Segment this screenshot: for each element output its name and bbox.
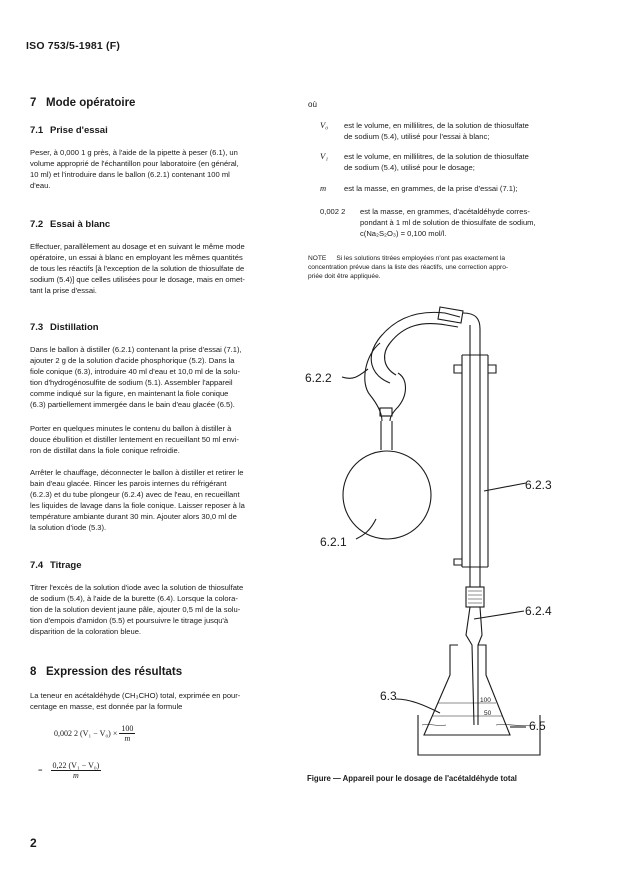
conical-flask <box>424 645 510 735</box>
definition-m: m est la masse, en grammes, de la prise d'essai (7.1); <box>320 183 518 193</box>
section-7-1-text: Peser, à 0,000 1 g près, à l'aide de la pipette à peser (6.1), un volume approprié de l'échantillon pour laboratoire (en général, 10 ml) et l'introduire dans le ballon (6.2.1) contenant 100 ml d'eau. <box>30 148 239 191</box>
leader-63 <box>396 699 440 713</box>
figure-caption: Figure — Appareil pour le dosage de l'acétaldéhyde total <box>307 774 517 783</box>
formula-fraction-2: $\frac{\text{0,22 (V₁ − V₀)}}{m}$ <box>52 761 100 780</box>
leader-623 <box>484 483 526 491</box>
definition-v1: V₁ est le volume, en millilitres, de la solution de thiosulfate de sodium (5.4), utilisé pour le dosage; <box>320 151 529 172</box>
leader-622 <box>342 369 368 378</box>
delivery-tube-inner <box>385 324 458 375</box>
section-7-1-heading: 7.1 Prise d'essai <box>30 125 108 136</box>
where-word: où <box>308 100 317 109</box>
delivery-tube-outer <box>371 312 460 383</box>
variable-definitions <box>320 120 590 270</box>
document-id: ISO 753/5-1981 (F) <box>26 40 121 52</box>
label-6-2-3: 6.2.3 <box>525 478 552 492</box>
splash-head-left <box>365 343 382 421</box>
formula-fraction-1: $\frac{100}{m}$ <box>121 724 134 743</box>
section-7-4-text: Titrer l'excès de la solution d'iode avec la solution de thiosulfate de sodium (5.4), à l'aide de la burette (6.4). Lorsque la colora- tion de la solution devient jaune pâle, ajouter 0,5 ml de la solu- tion d'empois d'amidon (5.5) et poursuivre le titrage jusqu'à disparition de la coloration bleue. <box>30 583 244 637</box>
section-8-text: La teneur en acétaldéhyde (CH₃CHO) total, exprimée en pour- centage en masse, est donnée par la formule <box>30 691 241 712</box>
leader-624 <box>474 611 524 619</box>
flask-mark-50: 50 <box>484 710 492 717</box>
section-7-3-paragraph-3: Arrêter le chauffage, déconnecter le ballon à distiller et retirer le bain d'eau glacée. Rincer les parois internes du réfrigérant (6.2.3) et du tube plongeur (6.2.4) avec de l'eau, en recueillant les liquides de lavage dans la fiole conique. Laisser reposer à la température ambiante durant 30 min. Ajouter alors 30,0 ml de la solution d'iode (5.3). <box>30 468 245 533</box>
flask-mark-100: 100 <box>480 697 491 704</box>
section-7-2-heading: 7.2 Essai à blanc <box>30 219 111 230</box>
page-number: 2 <box>30 836 37 850</box>
section-7-heading: 7 Mode opératoire <box>30 97 136 109</box>
label-6-3: 6.3 <box>380 689 397 703</box>
definition-constant: 0,002 2 est la masse, en grammes, d'acétaldéhyde corres- pondant à 1 ml de solution de thiosulfate de sodium, c(Na₂S₂O₃) = 0,100 mol/l. <box>320 207 536 238</box>
section-7-3-heading: 7.3 Distillation <box>30 322 99 333</box>
formula-line-1: 0,002 2 (V₁ − V₀) × $\frac{100}{m}$ <box>54 724 134 743</box>
section-7-3-paragraph-1: Dans le ballon à distiller (6.2.1) contenant la prise d'essai (7.1), ajouter 2 g de la solution d'acide phosphorique (5.2). Dans la fiole conique (6.3), introduire 40 ml d'eau et 10,0 ml de la solu- tion d'hydrogénosulfite de sodium (5.1). Assembler l'appareil comme indiqué sur la figure, en maintenant la fiole conique (6.3) partiellement immergée dans le bain d'eau glacée (6.5). <box>30 345 242 410</box>
section-7-3-paragraph-2: Porter en quelques minutes le contenu du ballon à distiller à douce ébullition et distiller lentement en recueillant 50 ml envi- ron de distillat dans la fiole conique refroidie. <box>30 424 239 456</box>
section-7-4-heading: 7.4 Titrage <box>30 560 82 571</box>
note-block: NOTE Si les solutions titrées employées n'ont pas exactement la concentration prévue dans la liste des réactifs, une correction appro- priée doit être appliquée. <box>308 255 509 281</box>
definition-v0: V₀ est le volume, en millilitres, de la solution de thiosulfate de sodium (5.4), utilisé pour l'essai à blanc; <box>320 120 529 141</box>
formula-line-2: = $\frac{\text{0,22 (V₁ − V₀)}}{m}$ <box>38 761 100 780</box>
section-8-heading: 8 Expression des résultats <box>30 666 183 678</box>
label-6-5: 6.5 <box>529 719 546 733</box>
section-7-2-text: Effectuer, parallèlement au dosage et en suivant le même mode opératoire, un essai à blanc en employant les mêmes quantités de tous les réactifs [à l'exception de la solution de thiosulfate de sodium (5.4)] que celles utilisées pour le dosage, mais en omet- tant la prise d'essai. <box>30 242 245 296</box>
distillation-flask <box>343 451 431 539</box>
distillation-apparatus-diagram <box>300 295 600 765</box>
label-6-2-4: 6.2.4 <box>525 604 552 618</box>
label-6-2-1: 6.2.1 <box>320 535 347 549</box>
label-6-2-2: 6.2.2 <box>305 371 332 385</box>
